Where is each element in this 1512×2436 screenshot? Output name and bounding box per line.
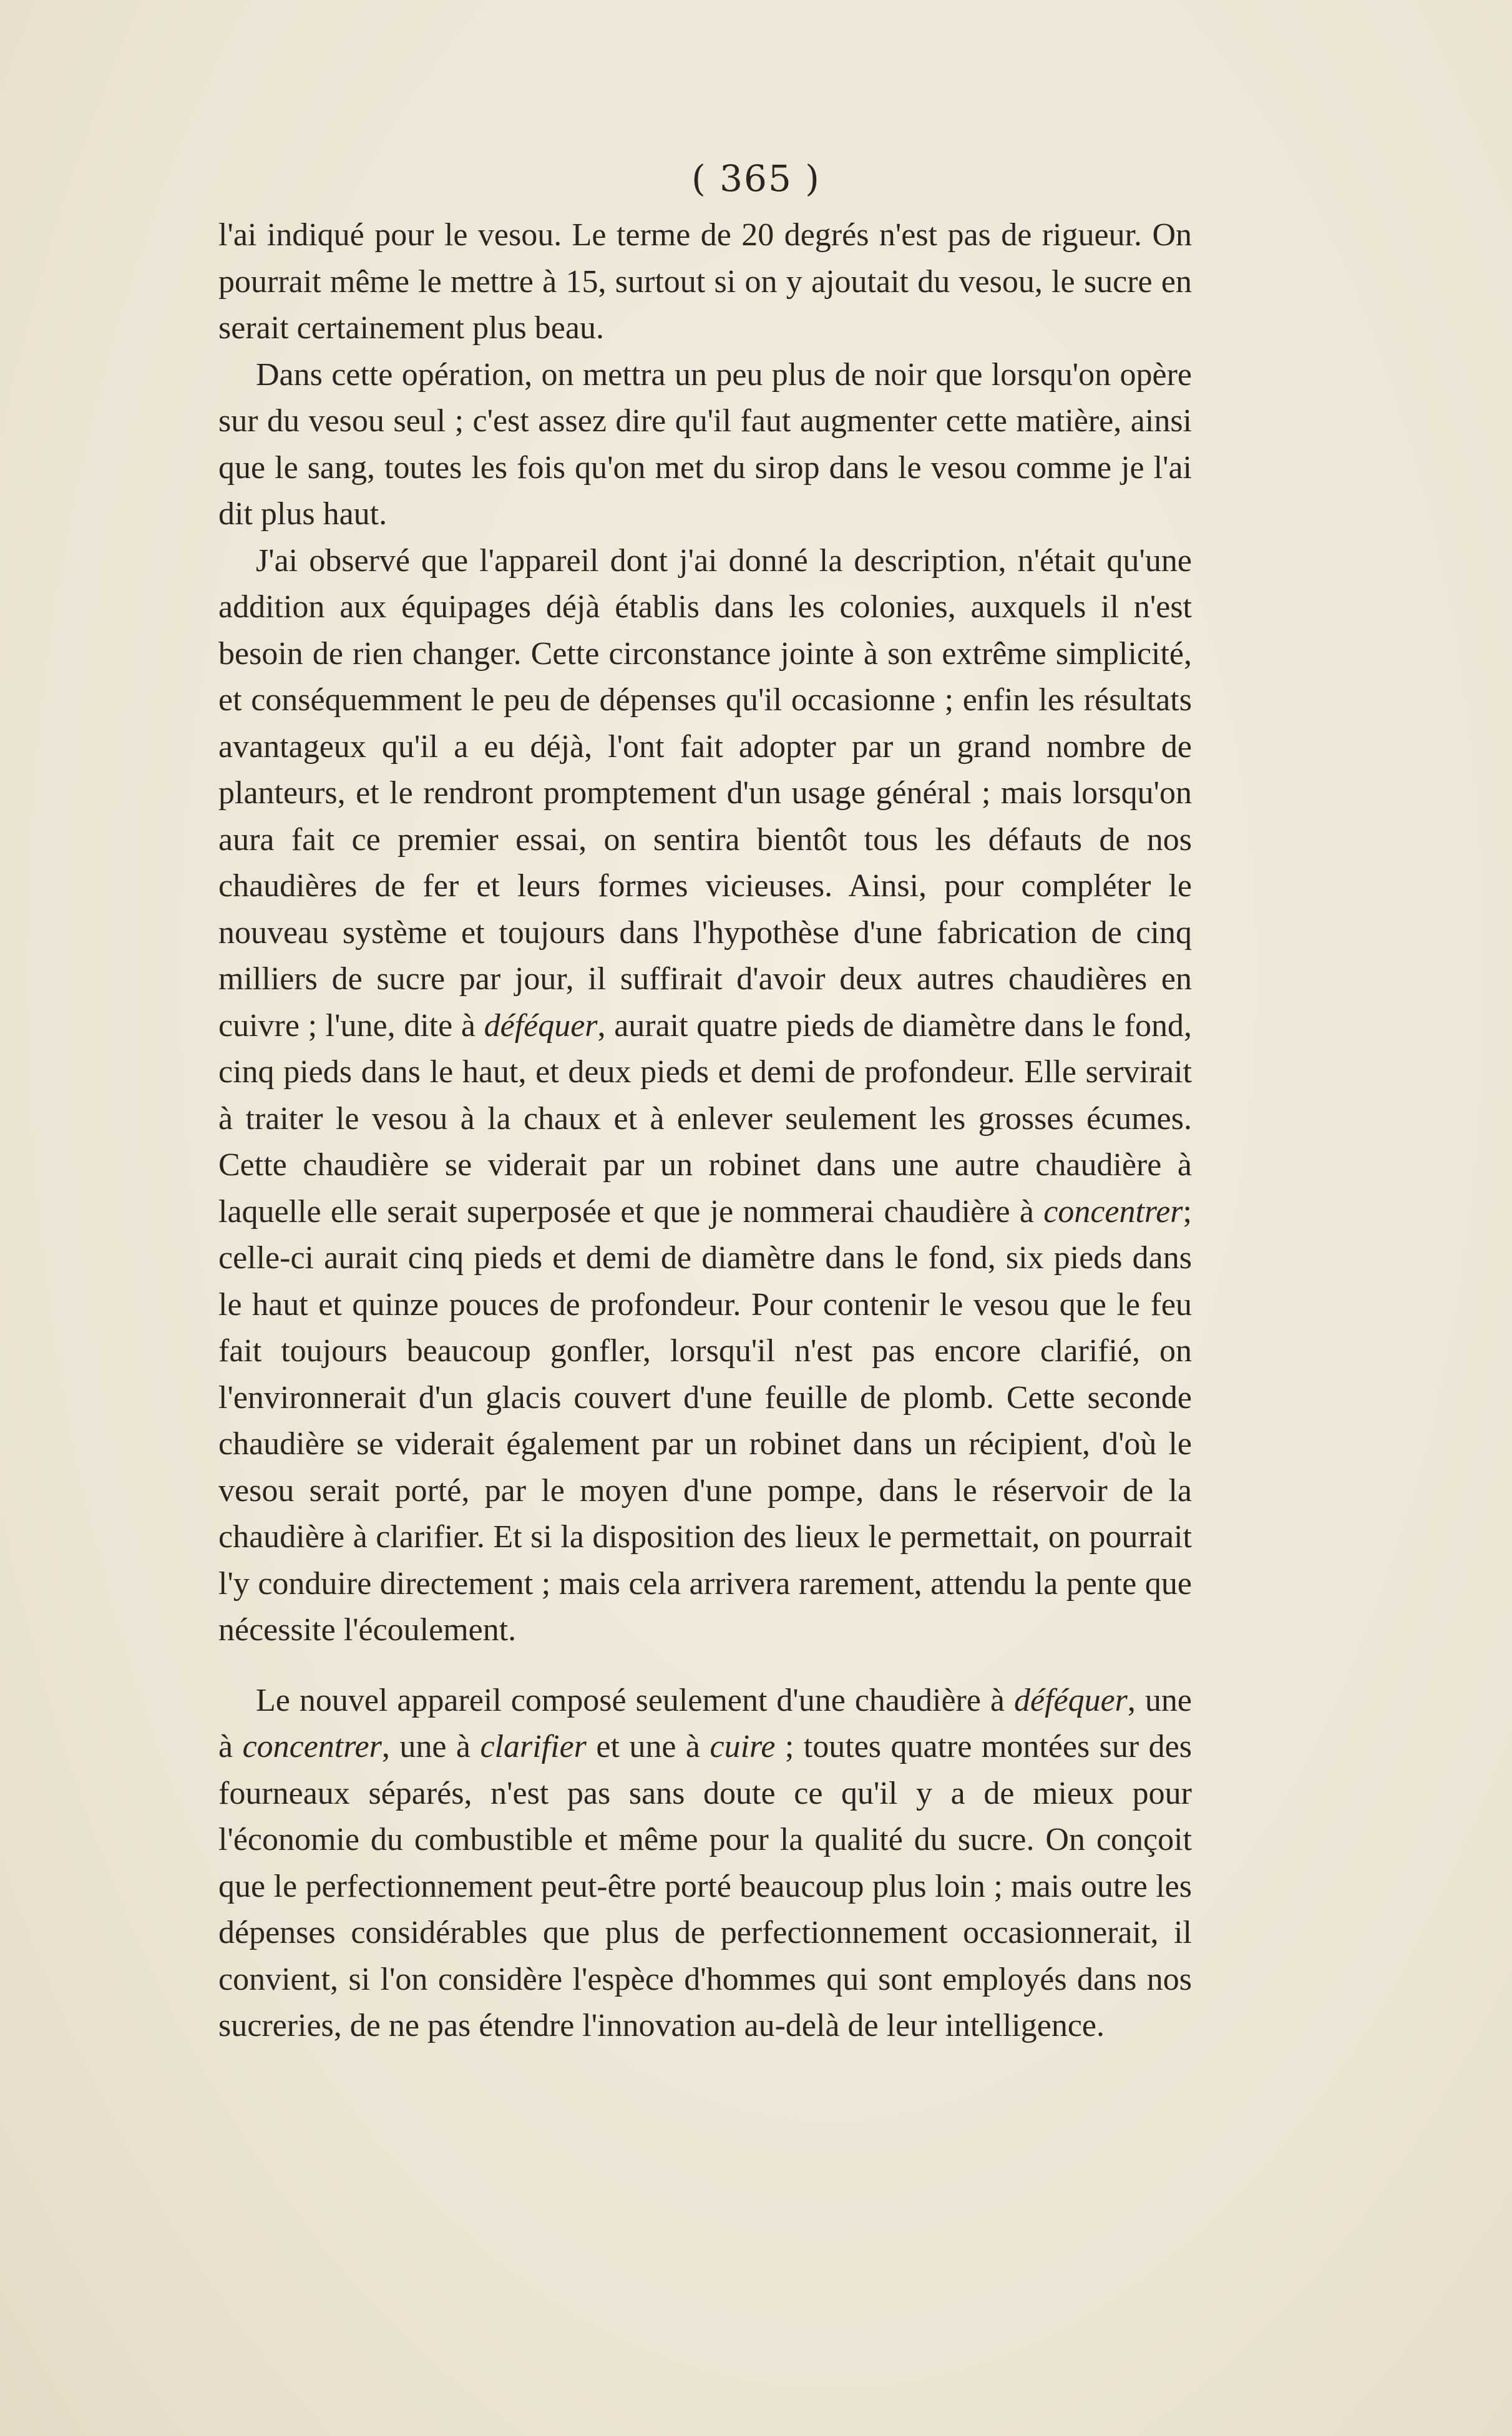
italic-term: concentrer bbox=[1043, 1193, 1183, 1230]
paragraph bbox=[218, 538, 1192, 1654]
text-segment: J'ai observé que l'appareil dont j'ai donné la description, n'était qu'une addition aux équipages déjà établis dans les colonies, auxquels il n'est besoin de rien changer. Cette circonstance jointe à son extrême simplicité, et conséquemment le peu de dépenses qu'il occasionne ; enfin les résultats avantageux qu'il a eu déjà, l'ont fait adopter par un grand nombre de planteurs, et le rendront promptement d'un usage général ; mais lorsqu'on aura fait ce premier essai, on sentira bientôt tous les défauts de nos chaudières de fer et leurs formes vicieuses. Ainsi, pour compléter le nouveau système et toujours dans l'hypothèse d'une fabrication de cinq milliers de sucre par jour, il suffirait d'avoir deux autres chaudières en cuivre ; l'une, dite à bbox=[218, 542, 1192, 1044]
paragraph bbox=[218, 1678, 1192, 2050]
paragraph bbox=[218, 212, 1192, 352]
page-number: ( 365 ) bbox=[691, 157, 821, 200]
text-segment: Dans cette opération, on mettra un peu plus de noir que lorsqu'on opère sur du vesou seul ; c'est assez dire qu'il faut augmenter cette matière, ainsi que le sang, toutes les fois qu'on met du sirop dans le vesou comme je l'ai dit plus haut. bbox=[218, 356, 1192, 532]
text-segment: Le nouvel appareil composé seulement d'une chaudière à bbox=[256, 1682, 1014, 1718]
text-segment: ; toutes quatre montées sur des fourneaux séparés, n'est pas sans doute ce qu'il y a de mieux pour l'économie du combustible et même pour la qualité du sucre. On conçoit que le perfectionnement peut-être porté beaucoup plus loin ; mais outre les dépenses considérables que plus de perfectionnement occasionnerait, il convient, si l'on considère l'espèce d'hommes qui sont employés dans nos sucreries, de ne pas étendre l'innovation au-delà de leur intelligence. bbox=[218, 1729, 1192, 2043]
text-segment: l'ai indiqué pour le vesou. Le terme de 20 degrés n'est pas de rigueur. On pourrait même le mettre à 15, surtout si on y ajoutait du vesou, le sucre en serait certainement plus beau. bbox=[218, 217, 1192, 346]
italic-term: clarifier bbox=[480, 1729, 587, 1764]
text-segment: , une à bbox=[218, 1682, 1192, 1764]
italic-term: concentrer bbox=[242, 1729, 382, 1764]
text-segment: , une à bbox=[381, 1729, 480, 1764]
italic-term: déféquer bbox=[484, 1007, 598, 1044]
italic-term: cuire bbox=[710, 1729, 776, 1764]
italic-term: déféquer bbox=[1013, 1682, 1128, 1718]
paragraph bbox=[218, 352, 1192, 538]
body-text bbox=[218, 212, 1192, 2050]
text-segment: et une à bbox=[586, 1729, 710, 1764]
text-segment: ; celle-ci aurait cinq pieds et demi de diamètre dans le fond, six pieds dans le haut et quinze pouces de profondeur. Pour contenir le vesou que le feu fait toujours beaucoup gonfler, lorsqu'il n'est pas encore clarifié, on l'environnerait d'un glacis couvert d'une feuille de plomb. Cette seconde chaudière se viderait également par un robinet dans un récipient, d'où le vesou serait porté, par le moyen d'une pompe, dans le réservoir de la chaudière à clarifier. Et si la disposition des lieux le permettait, on pourrait l'y conduire directement ; mais cela arrivera rarement, attendu la pente que nécessite l'écoulement. bbox=[218, 1193, 1192, 1648]
text-segment: , aurait quatre pieds de diamètre dans le fond, cinq pieds dans le haut, et deux pieds et demi de profondeur. Elle servirait à traiter le vesou à la chaux et à enlever seulement les grosses écumes. Cette chaudière se viderait par un robinet dans une autre chaudière à laquelle elle serait superposée et que je nommerai chaudière à bbox=[218, 1007, 1192, 1230]
